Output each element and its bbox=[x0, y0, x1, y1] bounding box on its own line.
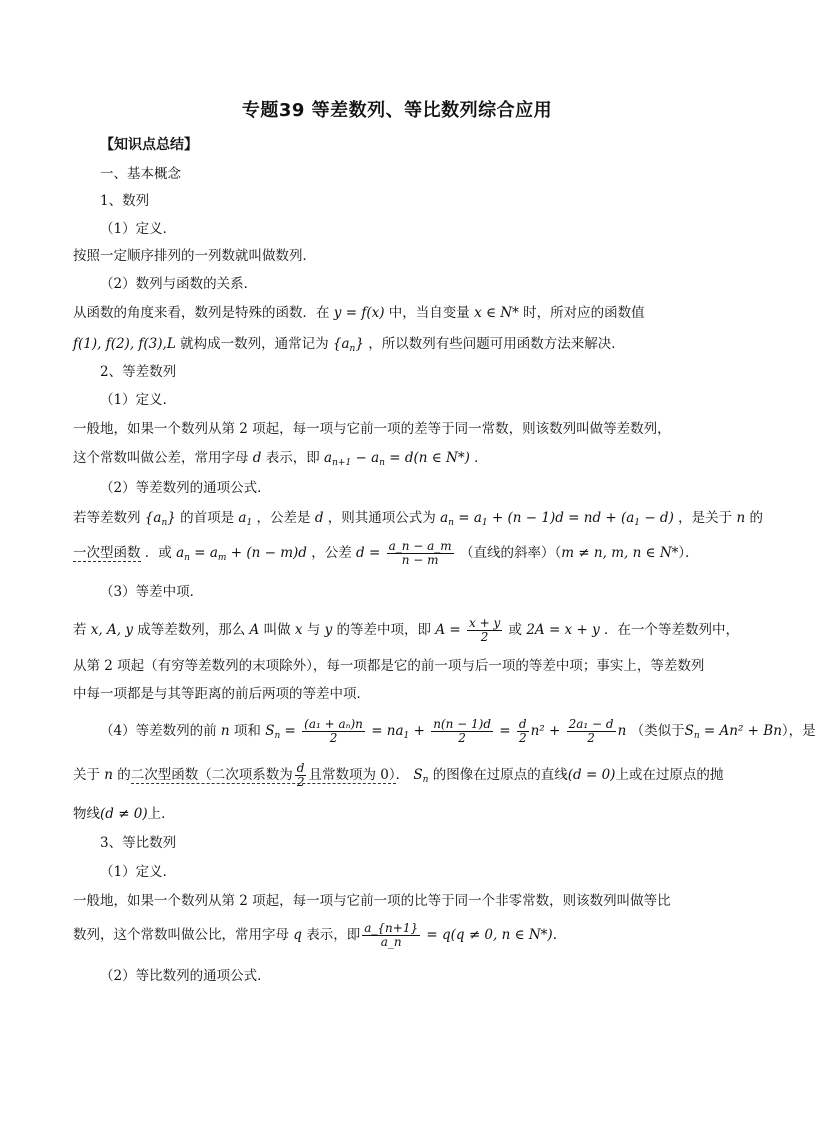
text: 物线 bbox=[73, 806, 100, 822]
math-expr: − a bbox=[351, 450, 380, 466]
text: 叫做 bbox=[263, 622, 291, 638]
fraction bbox=[467, 617, 502, 644]
math-expr: y = f(x) bbox=[333, 305, 385, 321]
text: ，公差 bbox=[311, 545, 352, 561]
math-subscript: 1 bbox=[246, 518, 253, 528]
text: 与 bbox=[306, 622, 321, 638]
text: 的图像在过原点的直线 bbox=[432, 767, 568, 783]
text: ． bbox=[474, 450, 488, 466]
math-expr: S bbox=[684, 723, 694, 739]
paragraph-arithmetic-definition-2 bbox=[73, 448, 743, 473]
math-expr: A = bbox=[435, 622, 465, 638]
math-subscript: n bbox=[422, 775, 429, 785]
text: 上． bbox=[147, 806, 175, 822]
subheading-general-term: （2）等差数列的通项公式． bbox=[100, 480, 271, 496]
text-underlined bbox=[130, 761, 396, 789]
text: 成等差数列，那么 bbox=[137, 622, 246, 638]
math-subscript: 1 bbox=[634, 518, 641, 528]
text: ），是 bbox=[781, 723, 816, 739]
paragraph-sequence-definition: 按照一定顺序排列的一列数就叫做数列． bbox=[73, 248, 316, 264]
paragraph-arithmetic-mean-2: 从第 2 项起（有穷等差数列的末项除外），每一项都是它的前一项与后一项的等差中项；事实上，等差数列 bbox=[73, 658, 705, 674]
fraction-denominator: 2 bbox=[329, 731, 338, 745]
heading-arithmetic-sequence: 2、等差数列 bbox=[100, 364, 177, 380]
math-expr: = q(q ≠ 0, n ∈ N*) bbox=[422, 927, 553, 943]
text: 表示，即 bbox=[265, 450, 320, 466]
math-expr: d bbox=[314, 510, 324, 526]
text: 的 bbox=[117, 767, 131, 783]
text: 就构成一数列，通常记为 bbox=[180, 336, 329, 352]
text: 且常数项为 0） bbox=[308, 767, 396, 783]
subheading-geometric-general-term: （2）等比数列的通项公式． bbox=[100, 968, 271, 984]
subheading-definition-1: （1）定义． bbox=[100, 221, 177, 237]
math-subscript: 1 bbox=[403, 731, 410, 741]
math-expr: = d(n ∈ N*) bbox=[384, 450, 470, 466]
fraction-numerator: d bbox=[518, 717, 527, 731]
math-subscript: 1 bbox=[481, 518, 488, 528]
text: 表示，即 bbox=[306, 927, 361, 943]
fraction-denominator: 2 bbox=[587, 731, 595, 745]
fraction-numerator: n(n − 1)d bbox=[433, 717, 492, 731]
text: ，是关于 bbox=[678, 510, 733, 526]
text: （类似于 bbox=[630, 723, 685, 739]
math-expr: d bbox=[252, 450, 262, 466]
math-expr: y bbox=[324, 622, 333, 638]
paragraph-partial-sum-3 bbox=[73, 804, 743, 824]
math-expr: + bbox=[409, 723, 430, 739]
text: 关于 bbox=[73, 767, 100, 783]
text: 二次型函数（二次项系数为 bbox=[130, 767, 293, 783]
text: 的 bbox=[749, 510, 763, 526]
heading-sequence: 1、数列 bbox=[100, 193, 150, 209]
math-expr: a bbox=[324, 450, 333, 466]
math-expr: A bbox=[249, 622, 260, 638]
math-expr: = An² + Bn bbox=[699, 723, 782, 739]
text: 时，所对应的函数值 bbox=[523, 305, 645, 321]
math-expr: {a bbox=[332, 336, 350, 352]
fraction-numerator: (a₁ + aₙ)n bbox=[304, 717, 363, 731]
fraction-denominator: 2 bbox=[480, 630, 489, 644]
math-expr: m ≠ n, m, n ∈ N* bbox=[561, 545, 679, 561]
fraction-denominator: 2 bbox=[458, 731, 466, 745]
fraction bbox=[517, 718, 529, 745]
text: ．在一个等差数列中， bbox=[604, 622, 739, 638]
math-subscript: n+1 bbox=[332, 458, 352, 468]
fraction-denominator: a_n bbox=[380, 935, 402, 949]
fraction-denominator: 2 bbox=[296, 775, 305, 789]
math-expr: n bbox=[104, 767, 113, 783]
math-expr: x ∈ N* bbox=[474, 305, 524, 321]
math-subscript: n bbox=[349, 344, 356, 354]
math-subscript: n bbox=[184, 553, 190, 563]
text: ．或 bbox=[144, 545, 172, 561]
paragraph-partial-sum-2 bbox=[73, 762, 743, 790]
paragraph-sequence-function-1 bbox=[73, 303, 743, 323]
text: 若 bbox=[73, 622, 87, 638]
paragraph-arithmetic-mean-1 bbox=[73, 617, 743, 644]
math-expr: a bbox=[440, 510, 449, 526]
math-expr: (d ≠ 0) bbox=[100, 806, 148, 822]
fraction bbox=[302, 718, 365, 745]
paragraph-sequence-function-2 bbox=[73, 334, 743, 359]
math-expr: x, A, y bbox=[90, 622, 133, 638]
math-expr: 2A = x + y bbox=[526, 622, 600, 638]
text: 上或在过原点的抛 bbox=[615, 767, 724, 783]
math-expr: } bbox=[167, 510, 176, 526]
text: 中，当自变量 bbox=[388, 305, 470, 321]
heading-basic-concepts: 一、基本概念 bbox=[100, 166, 181, 182]
fraction-denominator: n − m bbox=[401, 553, 439, 567]
math-subscript: m bbox=[217, 553, 227, 563]
paragraph-arithmetic-definition-1: 一般地，如果一个数列从第 2 项起，每一项与它前一项的差等于同一常数，则该数列叫做等差数列， bbox=[73, 421, 671, 437]
paragraph-arithmetic-mean-3: 中每一项都是与其等距离的前后两项的等差中项． bbox=[73, 686, 370, 702]
text: ）． bbox=[678, 545, 699, 561]
fraction bbox=[431, 718, 493, 745]
math-subscript: n bbox=[379, 458, 385, 468]
math-expr: d = bbox=[356, 545, 385, 561]
subheading-definition-2: （1）定义． bbox=[100, 392, 177, 408]
math-expr: n² + bbox=[530, 723, 565, 739]
paragraph-partial-sum-1 bbox=[100, 717, 816, 746]
text: 的首项是 bbox=[180, 510, 235, 526]
math-expr: − d) bbox=[640, 510, 674, 526]
text: 或 bbox=[508, 622, 523, 638]
subheading-sequence-function: （2）数列与函数的关系． bbox=[100, 276, 258, 292]
math-expr: a bbox=[238, 510, 247, 526]
paragraph-general-term-2 bbox=[73, 540, 743, 568]
math-expr: + (n − 1)d = nd + (a bbox=[487, 510, 635, 526]
fraction bbox=[295, 762, 307, 789]
math-expr: n bbox=[220, 723, 230, 739]
fraction bbox=[387, 540, 454, 567]
fraction-denominator: 2 bbox=[518, 731, 527, 745]
text: ，公差是 bbox=[256, 510, 311, 526]
text: 的等差中项，即 bbox=[336, 622, 432, 638]
math-expr: } bbox=[355, 336, 364, 352]
math-expr: (d = 0) bbox=[567, 767, 616, 783]
math-expr: = bbox=[280, 723, 301, 739]
math-expr: q bbox=[293, 927, 302, 943]
fraction bbox=[567, 718, 616, 745]
math-expr: + (n − m)d bbox=[226, 545, 307, 561]
math-expr: {a bbox=[144, 510, 162, 526]
text: ，所以数列有些问题可用函数方法来解决． bbox=[368, 336, 625, 352]
paragraph-geometric-definition-2 bbox=[73, 922, 743, 949]
math-subscript: n bbox=[448, 518, 454, 528]
text: ． bbox=[395, 767, 410, 783]
text: 从函数的角度来看，数列是特殊的函数．在 bbox=[73, 305, 330, 321]
math-subscript: n bbox=[161, 518, 168, 528]
math-expr: = a bbox=[453, 510, 482, 526]
text: ． bbox=[552, 927, 567, 943]
text: 若等差数列 bbox=[73, 510, 141, 526]
math-expr: a bbox=[176, 545, 185, 561]
fraction-numerator: x + y bbox=[469, 616, 501, 630]
math-expr: f(1), f(2), f(3),L bbox=[73, 336, 176, 352]
text: （直线的斜率）（ bbox=[459, 545, 562, 561]
fraction-numerator: d bbox=[296, 761, 305, 775]
math-expr: = na bbox=[366, 723, 404, 739]
paragraph-geometric-definition-1: 一般地，如果一个数列从第 2 项起，每一项与它前一项的比等于同一个非零常数，则该数列叫做等比 bbox=[73, 893, 671, 909]
text: 项和 bbox=[233, 723, 261, 739]
math-expr: S bbox=[265, 723, 275, 739]
math-expr: x bbox=[294, 622, 303, 638]
fraction bbox=[362, 922, 420, 949]
text-underlined: 一次型函数 bbox=[73, 545, 141, 561]
math-expr: n bbox=[617, 723, 627, 739]
heading-geometric-sequence: 3、等比数列 bbox=[100, 835, 177, 851]
math-expr: = a bbox=[189, 545, 218, 561]
page-title: 专题39 等差数列、等比数列综合应用 bbox=[241, 100, 553, 121]
math-expr: S bbox=[413, 767, 423, 783]
math-subscript: n bbox=[274, 731, 281, 741]
text: 数列，这个常数叫做公比，常用字母 bbox=[73, 927, 289, 943]
paragraph-general-term-1 bbox=[73, 508, 763, 533]
fraction-numerator: 2a₁ − d bbox=[568, 717, 614, 731]
section-heading: 【知识点总结】 bbox=[100, 137, 198, 153]
subheading-arithmetic-mean: （3）等差中项． bbox=[100, 584, 204, 600]
subheading-definition-3: （1）定义． bbox=[100, 864, 177, 880]
math-expr: n bbox=[736, 510, 746, 526]
text: （4）等差数列的前 bbox=[100, 723, 217, 739]
fraction-numerator: a_n − a_m bbox=[388, 539, 452, 553]
text: ，则其通项公式为 bbox=[327, 510, 436, 526]
fraction-numerator: a_{n+1} bbox=[364, 921, 419, 935]
math-subscript: n bbox=[693, 731, 700, 741]
math-expr: = bbox=[495, 723, 515, 739]
text: 这个常数叫做公差，常用字母 bbox=[73, 450, 249, 466]
